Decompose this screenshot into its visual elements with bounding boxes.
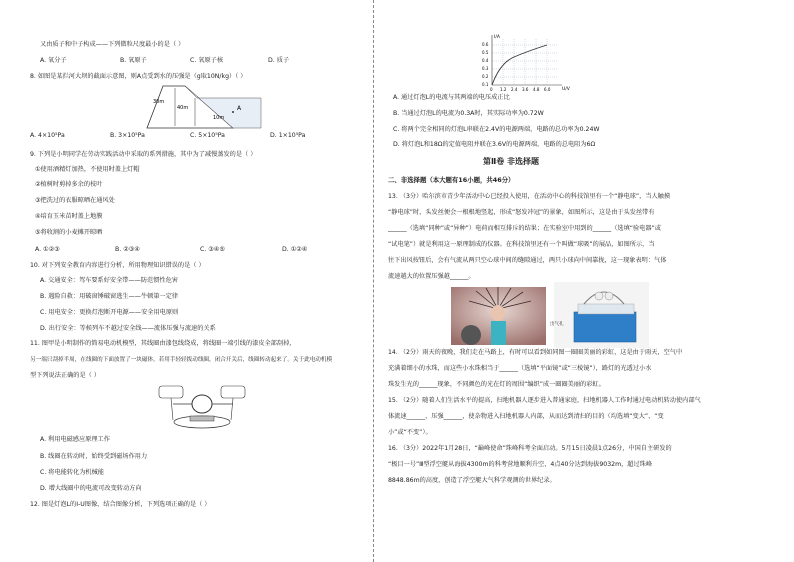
q9-option-a: A. ①②③ [35,246,60,253]
graph-y-label: I/A [494,35,500,40]
x-tick: 0 [490,87,493,92]
x-tick: 3.6 [522,87,529,92]
q12-option-d: D. 将灯泡L和18Ω的定值电阻并联在3.6V的电源两端，电路的总电阻为6Ω [393,141,596,148]
y-tick: 0.3 [482,66,489,71]
outlet-label: 出气孔 [550,322,564,327]
point-a-label: A [237,105,242,112]
q9-item-3: ③把洗过的衣服晾晒在通风处 [35,197,115,204]
q12-option-a: A. 通过灯泡L的电流与其两端的电压成正比 [393,94,510,101]
q7-option-c: C. 氧原子核 [190,57,224,64]
q16-line-3: 8848.86m的高度，创造了浮空艇大气科学观测的世界纪录。 [388,477,556,484]
x-tick: 2.4 [511,87,518,92]
q13-line-1: 13. （3分）哈尔滨市青少年活动中心已经投入使用，在活动中心的科技馆里有一个“静电球”，当人触摸 [388,193,671,200]
q7-intro: 又由质子和中子构成——下列微粒尺度最小的是（ ） [40,41,185,48]
motor-model-figure [155,382,250,430]
q13-line-6: 流速越大的位置压强越______。 [388,273,475,280]
q16-line-1: 16. （3分）2022年1月28日，“巅峰使命”珠峰科考全面启动。5月15日凌晨1点26分，中国自主研发的 [388,445,672,452]
q9-option-b: B. ②③④ [115,246,140,253]
iu-graph [480,33,580,95]
q11-option-a: A. 利用电磁感应原理工作 [40,436,110,443]
water-depth-label: 40m [177,105,189,111]
q11-line-3: 型下列说法正确的是（ ） [30,372,101,379]
x-tick: 1.2 [500,87,507,92]
q7-option-b: B. 氧原子 [120,57,147,64]
y-tick: 0.4 [482,58,489,63]
y-tick: 0.1 [482,82,489,87]
q14-line-1: 14. （2分）雨天的夜晚，我们走在马路上，有时可以看到如同图一圈圈美丽的彩虹，这是由于雨天，空气中 [388,349,683,356]
part-two-title: 第Ⅱ卷 非选择题 [483,157,540,166]
q8-option-c: C. 5×10⁵Pa [190,132,225,139]
q9-option-c: C. ③④⑤ [200,246,225,253]
q14-line-2: 充满着细小的水珠，而这些小水珠相当于______（选填“平面镜”或“三棱镜”），路灯的光透过小水 [388,365,652,372]
q7-option-d: D. 质子 [268,57,290,64]
q15-line-3: 小”或“不变”）。 [388,429,432,436]
q13-line-5: 往下出风按钮后，会有气流从两只空心球中间的缝隙通过，两只小球向中间靠拢，这一现象表明：气体 [388,257,667,264]
static-ball-girl-photo [451,287,546,345]
q14-line-3: 珠发生光的______现象，不同颜色的光在灯的周围“编织”成一圈圈美丽的彩虹。 [388,381,605,388]
q10-option-a: A. 交通安全：驾车要系好安全带——防范惯性危害 [40,277,178,284]
q10-option-c: C. 用电安全：更换灯泡断开电源——安全用电原则 [40,309,179,316]
q11-line-2: 另一端只刮掉半周，在线圈的下面放置了一块磁体，若用手轻轻拨动线圈，闭合开关后，线圈转动起来了。关于此电动机模 [30,357,333,363]
q9-option-d: D. ①②④ [282,246,308,253]
x-tick: 6.0 [544,87,551,92]
q12-option-c: C. 将两个完全相同的灯泡L串联在2.4V的电源两端，电路的总功率为0.24W [393,126,600,133]
q9-item-5: ⑤将收割的小麦摊开晾晒 [35,229,103,236]
q12-stem: 12. 图是灯泡L的I-U图像，结合图像分析，下列选项正确的是（ ） [30,501,211,508]
q9-stem: 9. 下列是小明同学在劳动实践活动中采取的系列措施，其中为了减慢蒸发的是（ ） [30,151,257,158]
ball-suction-exhibit-photo [554,282,649,348]
q12-option-b: B. 当通过灯泡L的电流为0.3A时，其实际功率为0.72W [393,110,544,117]
q11-option-c: C. 将电能转化为机械能 [40,469,104,476]
q8-option-a: A. 4×10⁵Pa [30,132,65,139]
q8-stem: 8. 如图是某拦河大坝的截面示意图，则A点受到水的压强是（g取10N/kg）（ ） [30,73,247,80]
q11-line-1: 11. 图甲是小明制作的简易电动机模型，其线圈由漆包线绕成，将线圈一端引线的漆皮全部刮掉， [30,340,296,347]
q15-line-1: 15. （2分）随着人们生活水平的提高，扫地机器人逐步进入普通家庭，扫地机器人工作时通过电动机转动使内部气 [388,397,701,404]
x-tick: 4.8 [533,87,540,92]
q10-stem: 10. 对下列安全教育内容进行分析，所用物理知识错误的是（ ） [30,262,205,269]
q16-line-2: “极目一号”Ⅲ型浮空艇从海拔4300m的科考营地顺利升空，4点40分达到海拔9032m，超过珠峰 [388,461,653,468]
y-tick: 0.6 [482,42,489,47]
q9-item-1: ①使用酒精灯加热，不使用时盖上灯帽 [35,166,140,173]
y-tick: 0.2 [482,74,489,79]
dam-cross-section-figure [125,82,265,132]
q8-option-d: D. 1×10⁵Pa [270,132,306,139]
q10-option-d: D. 出行安全：等候列车不越过安全线——流体压强与流速的关系 [40,325,216,332]
q11-option-d: D. 增大线圈中的电流可改变转动方向 [40,485,142,492]
q8-option-b: B. 3×10⁵Pa [110,132,145,139]
graph-x-label: U/V [562,87,570,92]
q9-item-4: ④培育玉米苗时盖上地膜 [35,213,103,220]
q7-option-a: A. 氧分子 [40,57,67,64]
y-tick: 0.5 [482,50,489,55]
q15-line-2: 体流速______，压强______，使杂物进入扫地机器人内部，从而达到清扫的目的（均选填“变大”、“变 [388,413,664,420]
section-heading: 二、非选择题（本大题有16小题，共46分） [388,176,515,184]
dam-height-label: 30m [153,99,165,105]
q10-option-b: B. 遇险自救：用破窗锤破窗逃生——牛顿第一定律 [40,293,179,300]
point-height-label: 10m [213,115,225,121]
q9-item-2: ②植树时剪掉多余的枝叶 [35,181,103,188]
q13-line-2: “静电球”时，头发丝便会一根根地竖起，形成“怒发冲冠”的景象，如图所示，这是由于头发丝带有 [388,209,655,216]
q13-line-4: “试电笔”）就是利用这一原理制成的仪器。在科技馆里还有一个叫做“球吸”的展品，如图所示，当 [388,241,655,248]
column-divider [373,0,374,562]
q11-option-b: B. 线圈在转动时，始终受到磁场作用力 [40,453,148,460]
q13-line-3: ______（选填“同种”或“异种”）电荷而相互排斥的结果；在实验室中用到的______（选填“验电器”或 [388,225,661,232]
